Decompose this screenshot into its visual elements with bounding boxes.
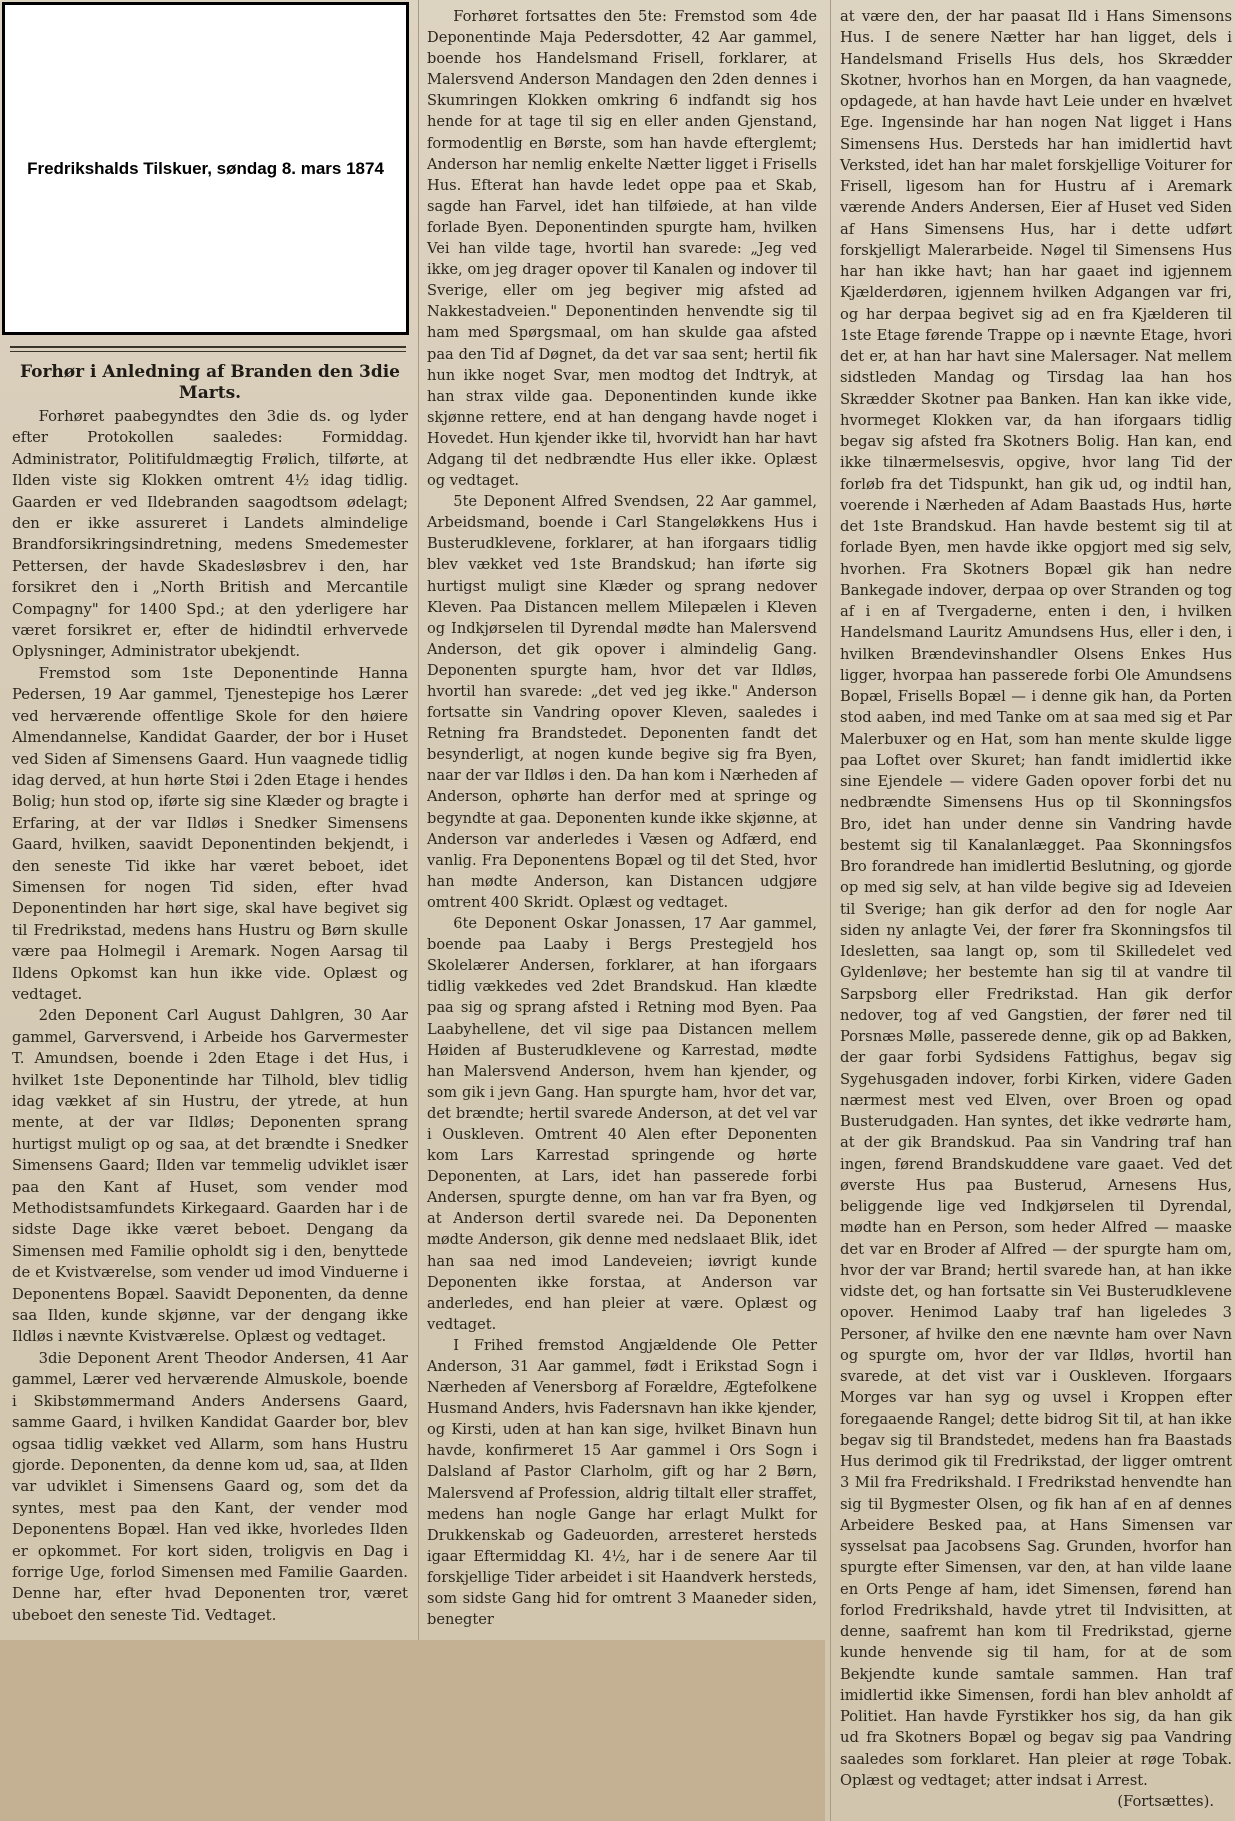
page-margin-area (0, 1640, 825, 1821)
headline-rule (10, 346, 406, 352)
article-headline: Forhør i Anledning af Branden den 3die Marts. (20, 362, 400, 403)
paragraph: Forhøret paabegyndtes den 3die ds. og lyder efter Protokollen saaledes: Formiddag. Administrator, Politifuldmægtig Frølich, tilførte, at Ilden viste sig Klokken omtrent 4½ idag tidlig. Gaarden er ved Ildebranden saagodtsom ødelagt; den er ikke assureret i Landets almindelige Brandforsikringsindretning, medens Smedemester Pettersen, der havde Skadesløsbrev i den, har forsikret den i „North British and Mercantile Compagny" for 1400 Spd.; at den yderligere har været forsikret er, efter de hidindtil erhvervede Oplysninger, Administrator ubekjendt. (12, 408, 408, 661)
column-2 (427, 6, 817, 1630)
paragraph: 6te Deponent Oskar Jonassen, 17 Aar gammel, boende paa Laaby i Bergs Prestegjeld hos Skolelærer Andersen, forklarer, at han iforgaars tidlig vækkedes ved 2det Brandskud. Han klædte paa sig og sprang afsted i Retning mod Byen. Paa Laabyhellene, det vil sige paa Distancen mellem Høiden af Busterudklevene og Karrestad, mødte han Malersvend Anderson, hvem han kjender, og som gik i jevn Gang. Han spurgte ham, hvor det var, det brændte; hertil svarede Anderson, at det vel var i Ouskleven. Omtrent 40 Alen efter Deponenten kom Lars Karrestad springende og hørte Deponenten, at Lars, idet han passerede forbi Andersen, spurgte denne, om han var fra Byen, og at Anderson dertil svarede nei. Da Deponenten mødte Anderson, gik denne med nedslaaet Blik, idet han saa ned imod Landeveien; iøvrigt kunde Deponenten ikke forstaa, at Anderson var anderledes, end han pleier at være. Oplæst og vedtaget. (427, 915, 817, 1333)
column-divider (830, 0, 831, 1821)
column-3 (840, 6, 1232, 1812)
caption-text: Fredrikshalds Tilskuer, søndag 8. mars 1874 (27, 158, 384, 178)
continued-note: (Fortsættes). (1117, 1793, 1214, 1810)
paragraph: at være den, der har paasat Ild i Hans Simensons Hus. I de senere Nætter har han ligget, dels i Handelsmand Frisells Hus dels, hos Skrædder Skotner, hvorhos han en Morgen, da han vaagnede, opdagede, at han havde havt Leie under en hvælvet Ege. Ingensinde har han nogen Nat ligget i Hans Simensens Hus. Dersteds har han imidlertid havt Verksted, idet han har malet forskjellige Voiturer for Frisell, ligesom han for Hustru af i Aremark værende Anders Andersen, Eier af Huset ved Siden af Hans Simensens Hus, har i dette udført forskjelligt Malerarbeide. Nøgel til Simensens Hus har han ikke havt; han har gaaet ind igjennem Kjælderdøren, igjennem hvilken Adgangen var fri, og har derpaa begivet sig ad en fra Kjælderen til 1ste Etage førende Trappe op i nævnte Etage, hvori det er, at han har havt sine Malersager. Nat mellem sidstleden Mandag og Tirsdag laa han hos Skrædder Skotner paa Banken. Han kan ikke vide, hvormeget Klokken var, da han iforgaars tidlig begav sig afsted fra Skotners Bolig. Han kan, end ikke tilnærmelsesvis, opgive, hvor lang Tid der forløb fra det Tidspunkt, han gik ud, og indtil han, voerende i Nærheden af Adam Baastads Hus, hørte det 1ste Brandskud. Han havde bestemt sig til at forlade Byen, men havde ikke opgjort med sig selv, hvorhen. Fra Skotners Bopæl gik han nedre Bankegade indover, derpaa op over Stranden og tog af i en af Tvergaderne, enten i den, i hvilken Handelsmand Lauritz Amundsens Hus, eller i den, i hvilken Brændevinshandler Olsens Enkes Hus ligger, hvorpaa han passerede forbi Ole Amundsens Bopæl, Frisells Bopæl — i denne gik han, da Porten stod aaben, ind med Tanke om at saa med sig et Par Malerbuxer og en Hat, som han mente skulde ligge paa Loftet over Skuret; han fandt imidlertid ikke sine Ejendele — videre Gaden opover forbi det nu nedbrændte Simensens Hus op til Skonningsfos Bro, idet han under denne sin Vandring havde bestemt sig til Kanalanlægget. Paa Skonningsfos Bro forandrede han imidlertid Beslutning, og gjorde op med sig selv, at han vilde begive sig ad Ideveien til Sverige; han gik derfor ad den for nogle Aar siden ny anlagte Vei, der fører fra Skonningsfos til Idesletten, saa langt op, som til Skilledelet ved Gyldenløve; her bestemte han sig til at vandre til Sarpsborg eller Fredrikstad. Han gik derfor nedover, tog af ved Gangstien, der fører ned til Porsnæs Mølle, passerede denne, gik op ad Bakken, der gaar forbi Sydsidens Fattighus, begav sig Sygehusgaden indover, forbi Kirken, videre Gaden nærmest mest ved Elven, over Broen og opad Busterudgaden. Han syntes, det ikke vedrørte ham, at der gik Brandskud. Paa sin Vandring traf han ingen, førend Brandskuddene vare gaaet. Ved det øverste Hus paa Busterud, Arnesens Hus, beliggende lige ved Indkjørselen til Dyrendal, mødte han en Person, som heder Alfred — maaske det var en Broder af Alfred — der spurgte ham om, hvor der var Brand; hertil svarede han, at han ikke vidste det, og han fortsatte sin Vei Busterudklevene opover. Henimod Laaby traf han ligeledes 3 Personer, af hvilke den ene nævnte ham over Navn og spurgte om, hvor der var Ildløs, hvortil han svarede, at det vist var i Ouskleven. Iforgaars Morges var han syg og uvsel i Kroppen efter foregaaende Rangel; dette bidrog Sit til, at han ikke begav sig til Brandstedet, medens han fra Baastads Hus derimod gik til Fredrikstad, der ligger omtrent 3 Mil fra Fredrikshald. I Fredrikstad henvendte han sig til Bygmester Olsen, og fik han af en af dennes Arbeidere Besked paa, at Hans Simensen var sysselsat paa Jacobsens Sag. Grunden, hvorfor han spurgte efter Simensen, var den, at han vilde laane en Orts Penge af ham, idet Simensen, førend han forlod Fredrikshald, havde ytret til Indvisitten, at denne, saafremt han kom til Fredrikstad, gjerne kunde henvende sig til ham, for at de som Bekjendte kunde samtale sammen. Han traf imidlertid ikke Simensen, fordi han blev anholdt af Politiet. Han havde Fyrstikker hos sig, da han gik ud fra Skotners Bopæl og begav sig paa Vandring saaledes som forklaret. Han pleier at røge Tobak. Oplæst og vedtaget; atter indsat i Arrest. (840, 8, 1232, 1789)
paragraph: Forhøret fortsattes den 5te: Fremstod som 4de Deponentinde Maja Pedersdotter, 42 Aar gammel, boende hos Handelsmand Frisell, forklarer, at Malersvend Anderson Mandagen den 2den dennes i Skumringen Klokken omkring 6 indfandt sig hos hende for at tage til sig en eller anden Gjenstand, formodentlig en Børste, som han havde efterglemt; Anderson har nemlig enkelte Nætter ligget i Frisells Hus. Efterat han havde ledet oppe paa et Skab, sagde han Farvel, idet han tilføiede, at han vilde forlade Byen. Deponentinden spurgte ham, hvilken Vei han vilde tage, hvortil han svarede: „Jeg ved ikke, om jeg drager opover til Kanalen og indover til Sverige, eller om jeg begiver mig afsted ad Nakkestadveien." Deponentinden henvendte sig til ham med Spørgsmaal, om han skulde gaa afsted paa den Tid af Døgnet, da det var saa sent; hertil fik hun ikke noget Svar, men modtog det Indtryk, at han strax vilde gaa. Deponentinden kunde ikke skjønne rettere, end at han dengang havde noget i Hovedet. Hun kjender ikke til, hvorvidt han har havt Adgang til det nedbrændte Hus eller ikke. Oplæst og vedtaget. (427, 8, 817, 490)
caption-box (2, 2, 409, 335)
column-1 (12, 362, 408, 1626)
paragraph: I Frihed fremstod Angjældende Ole Petter Anderson, 31 Aar gammel, født i Erikstad Sogn i Nærheden af Venersborg af Forældre, Ægtefolkene Husmand Anders, hvis Fadersnavn han ikke kjender, og Kirsti, uden at han kan sige, hvilket Binavn hun havde, konfirmeret 15 Aar gammel i Ors Sogn i Dalsland af Pastor Clarholm, gift og har 2 Børn, Malersvend af Profession, aldrig tiltalt eller straffet, medens han nogle Gange har erlagt Mulkt for Drukkenskab og Gadeuorden, arresteret hersteds igaar Eftermiddag Kl. 4½, har i de senere Aar til forskjellige Tider arbeidet i sit Haandverk hersteds, som sidste Gang hid for omtrent 3 Maaneder siden, benegter (427, 1336, 817, 1629)
paragraph: 3die Deponent Arent Theodor Andersen, 41 Aar gammel, Lærer ved herværende Almuskole, boende i Skibstømmermand Anders Andersens Gaard, samme Gaard, i hvilken Kandidat Gaarder bor, blev ogsaa tidlig vækket ved Allarm, som hans Hustru gjorde. Deponenten, da denne kom ud, saa, at Ilden var udviklet i Simensens Gaard og, som det da syntes, mest paa den Kant, der vender mod Deponentens Bopæl. Han ved ikke, hvorledes Ilden er opkommet. For kort siden, troligvis en Dag i forrige Uge, forlod Simensen med Familie Gaarden. Denne har, efter hvad Deponenten tror, været ubeboet den seneste Tid. Vedtaget. (12, 1349, 408, 1624)
paragraph: 5te Deponent Alfred Svendsen, 22 Aar gammel, Arbeidsmand, boende i Carl Stangeløkkens Hus i Busterudklevene, forklarer, at han iforgaars tidlig blev vækket ved 1ste Brandskud; han iførte sig hurtigst muligt sine Klæder og sprang nedover Kleven. Paa Distancen mellem Milepælen i Kleven og Indkjørselen til Dyrendal mødte han Malersvend Anderson, det gik opover i almindelig Gang. Deponenten spurgte ham, hvor det var Ildløs, hvortil han svarede: „det ved jeg ikke." Anderson fortsatte sin Vandring opover Kleven, saaledes i Retning fra Brandstedet. Deponenten fandt det besynderligt, at nogen kunde begive sig fra Byen, naar der var Ildløs i den. Da han kom i Nærheden af Anderson, ophørte han derfor med at springe og begyndte at gaa. Deponenten kunde ikke skjønne, at Anderson var anderledes i Væsen og Adfærd, end vanlig. Fra Deponentens Bopæl og til det Sted, hvor han mødte Anderson, kan Distancen udgjøre omtrent 400 Skridt. Oplæst og vedtaget. (427, 493, 817, 911)
paragraph: 2den Deponent Carl August Dahlgren, 30 Aar gammel, Garversvend, i Arbeide hos Garvermester T. Amundsen, boende i 2den Etage i det Hus, i hvilket 1ste Deponentinde har Tilhold, blev tidlig idag vækket af sin Hustru, der ytrede, at hun mente, at der var Ildløs; Deponenten sprang hurtigst muligt op og saa, at det brændte i Snedker Simensens Gaard; Ilden var temmelig udviklet især paa den Kant af Huset, som vender mod Methodistsamfundets Kirkegaard. Gaarden har i de sidste Dage ikke været beboet. Dengang da Simensen med Familie opholdt sig i den, benyttede de et Kvistværelse, som vender ud imod Vinduerne i Deponentens Bopæl. Saavidt Deponenten, da denne saa Ilden, kunde skjønne, var der dengang ikke Ildløs i nævnte Kvistværelse. Oplæst og vedtaget. (12, 1007, 408, 1346)
column-divider (418, 0, 419, 1640)
paragraph: Fremstod som 1ste Deponentinde Hanna Pedersen, 19 Aar gammel, Tjenestepige hos Lærer ved herværende offentlige Skole for den høiere Almendannelse, Kandidat Gaarder, der bor i Huset ved Siden af Simensens Gaard. Hun vaagnede tidlig idag derved, at hun hørte Støi i 2den Etage i hendes Bolig; hun stod op, iførte sig sine Klæder og bragte i Erfaring, at der var Ildløs i Snedker Simensens Gaard, hvilken, saavidt Deponentinden bekjendt, i den seneste Tid ikke har været beboet, idet Simensen for nogen Tid siden, efter hvad Deponentinden har hørt sige, skal have begivet sig til Fredrikstad, medens hans Hustru og Børn skulle være paa Holmegil i Aremark. Nogen Aarsag til Ildens Opkomst kan hun ikke vide. Oplæst og vedtaget. (12, 664, 408, 1003)
